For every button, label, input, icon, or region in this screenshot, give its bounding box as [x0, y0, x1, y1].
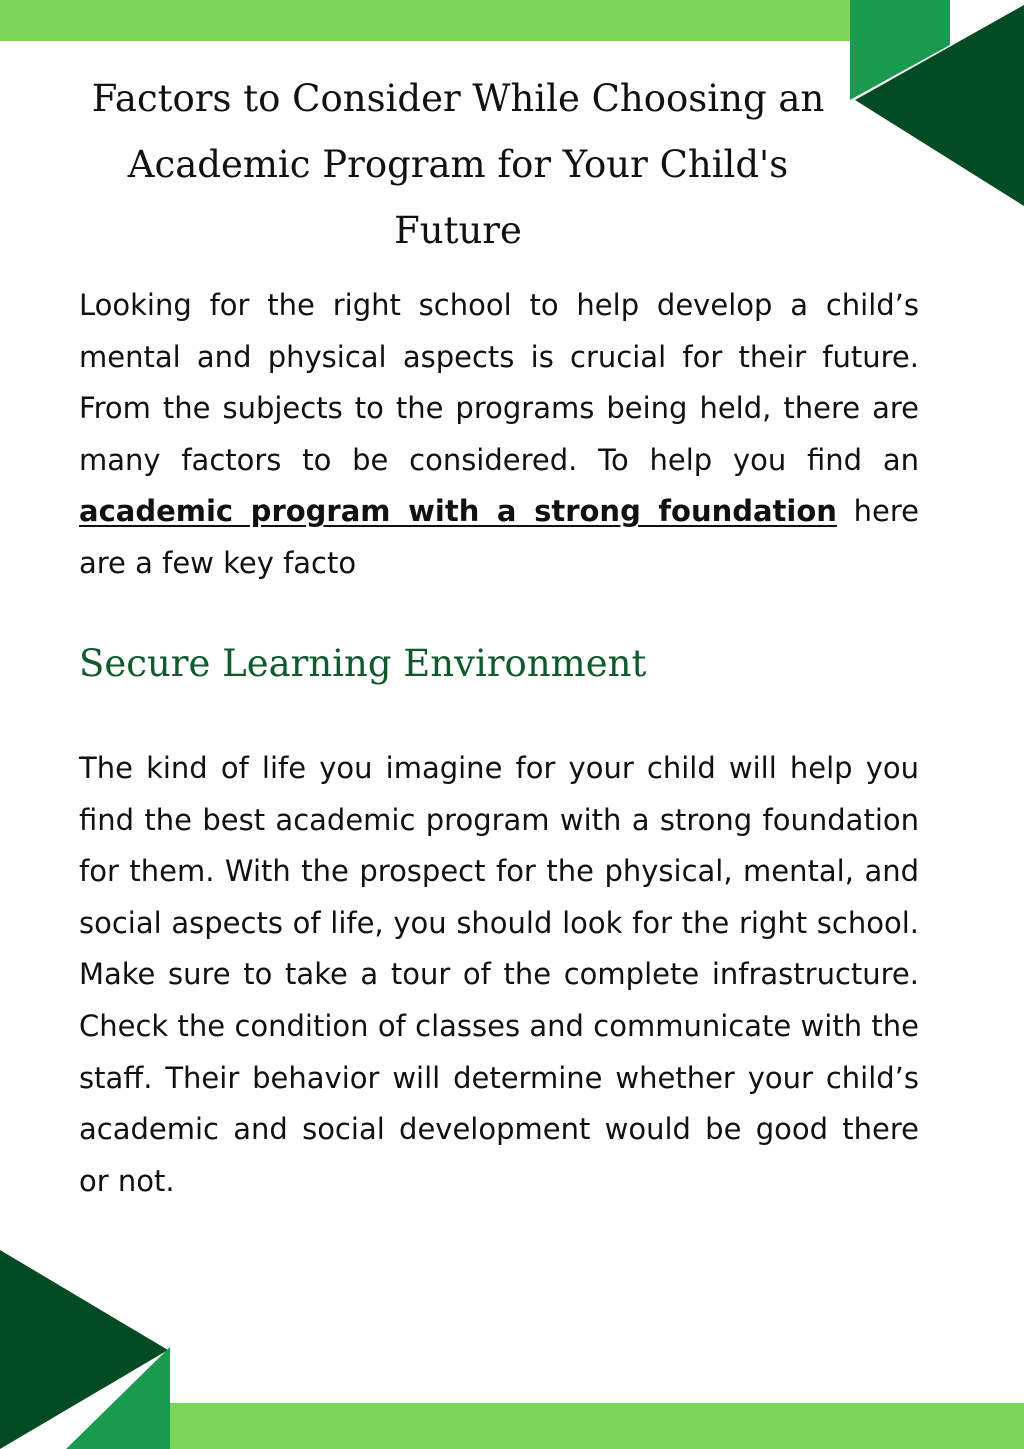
- title-line-3: Future: [394, 209, 522, 252]
- section-paragraph: The kind of life you imagine for your child will help you find the best academic program with a strong foundation for them. With the prospect for the physical, mental, and social aspects of life, you should look for the right school. Make sure to take a tour of the complete infrastructure. Check the condition of classes and communicate with the staff. Their behavior will determine whether your child’s academic and social development would be good there or not.: [79, 751, 919, 1198]
- top-accent-bar: [0, 0, 860, 41]
- top-right-triangle-decoration: [850, 0, 1024, 206]
- bottom-accent-bar: [170, 1403, 1024, 1449]
- bottom-left-triangle-decoration: [0, 1250, 172, 1449]
- intro-paragraph: [79, 280, 919, 590]
- intro-text-after-link: here are a few key facto: [79, 494, 919, 580]
- section-heading: Secure Learning Environment: [79, 642, 647, 685]
- intro-text-before-link: Looking for the right school to help develop a child’s mental and physical aspects is crucial for their future. From the subjects to the programs being held, there are many factors to be considered. To help you find an: [79, 288, 919, 477]
- academic-program-link[interactable]: academic program with a strong foundation: [79, 494, 837, 529]
- title-line-1: Factors to Consider While Choosing an: [91, 77, 825, 120]
- title-line-2: Academic Program for Your Child's: [127, 143, 789, 186]
- document-title: [60, 66, 856, 264]
